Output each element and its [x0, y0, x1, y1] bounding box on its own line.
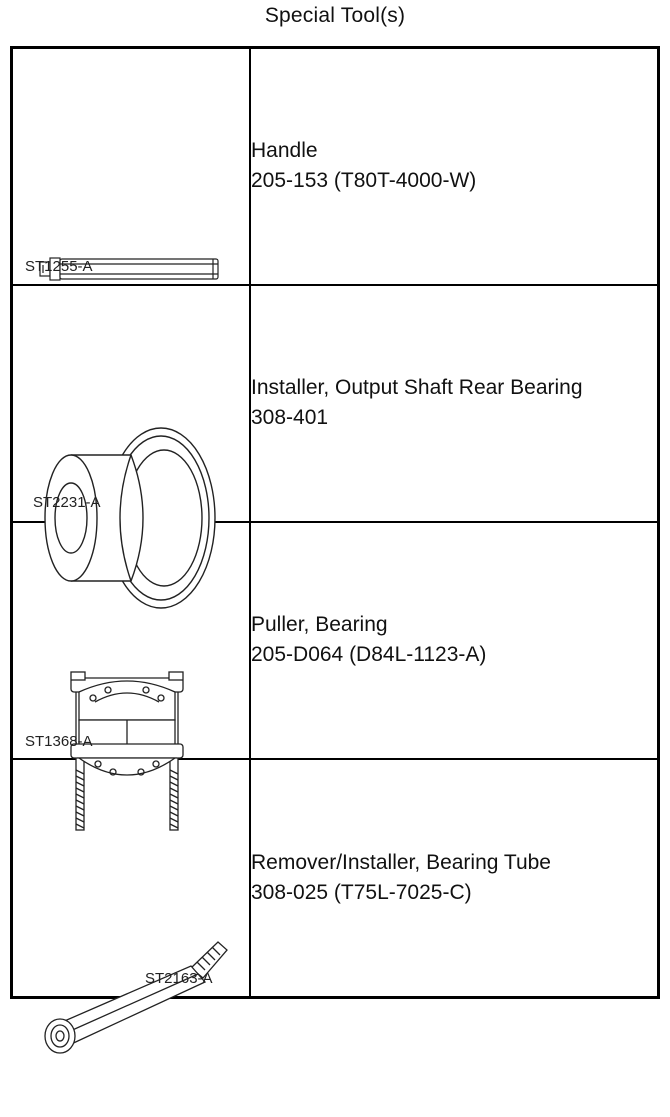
tool-name: Handle: [251, 139, 318, 163]
tool-part-number: 205-153 (T80T-4000-W): [251, 169, 477, 193]
tool-name: Installer, Output Shaft Rear Bearing: [251, 376, 583, 399]
special-tools-table: [10, 46, 660, 999]
table-row: [12, 759, 659, 998]
tool-illustration-cell: [12, 285, 251, 522]
table-row: [12, 285, 659, 522]
tool-description-cell: [250, 522, 659, 759]
tool-part-number: 205-D064 (D84L-1123-A): [251, 643, 487, 666]
tool-description-cell: [250, 285, 659, 522]
tool-name: Remover/Installer, Bearing Tube: [251, 850, 551, 874]
tool-image-code: ST1255-A: [25, 258, 93, 275]
table-row: [12, 522, 659, 759]
tool-image-code: ST2163-A: [145, 969, 213, 987]
tool-image-code: ST1368-A: [25, 732, 93, 750]
tool-image-code: ST2231-A: [33, 493, 101, 511]
tool-description-cell: [250, 759, 659, 998]
tool-illustration-cell: [12, 522, 251, 759]
tool-description-cell: [250, 48, 659, 285]
tool-part-number: 308-025 (T75L-7025-C): [251, 880, 472, 904]
tool-name: Puller, Bearing: [251, 613, 388, 636]
page-title: Special Tool(s): [264, 4, 406, 27]
bearing-tube-tool-illustration: [13, 878, 249, 1117]
tool-part-number: 308-401: [251, 406, 329, 429]
tool-illustration-cell: [12, 48, 251, 285]
table-row: [12, 48, 659, 285]
tool-illustration-cell: [12, 759, 251, 998]
